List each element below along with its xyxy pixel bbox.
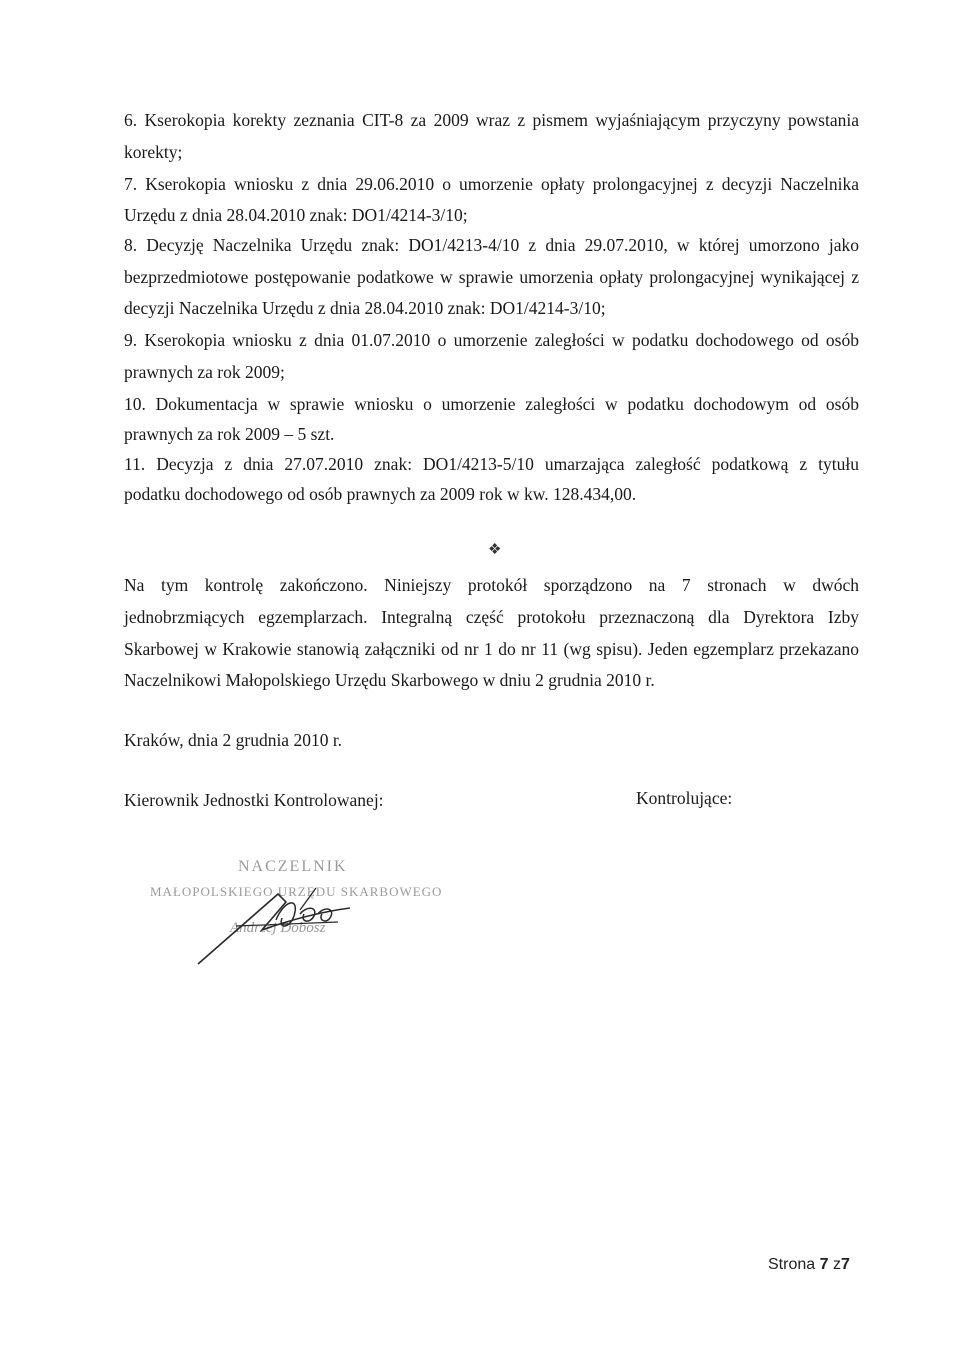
signature-label-left: Kierownik Jednostki Kontrolowanej: xyxy=(124,790,384,810)
closing-paragraph-line-1: Na tym kontrolę zakończono. Niniejszy protokół sporządzono na 7 stronach w dwóch xyxy=(124,575,859,595)
list-item-8-cont2: decyzji Naczelnika Urzędu z dnia 28.04.2010 znak: DO1/4214-3/10; xyxy=(124,298,606,318)
stamp-line-name: Andrzej Dobosz xyxy=(230,920,326,936)
stamp-line-title: NACZELNIK xyxy=(238,858,348,875)
list-item-6: 6. Kserokopia korekty zeznania CIT-8 za 2009 wraz z pismem wyjaśniającym przyczyny powstania xyxy=(124,110,859,130)
list-item-6-cont: korekty; xyxy=(124,142,183,162)
list-item-8: 8. Decyzję Naczelnika Urzędu znak: DO1/4213-4/10 z dnia 29.07.2010, w której umorzono jako xyxy=(124,235,859,255)
stamp-line-office: MAŁOPOLSKIEGO URZĘDU SKARBOWEGO xyxy=(150,884,443,899)
list-item-8-cont: bezprzedmiotowe postępowanie podatkowe w sprawie umorzenia opłaty prolongacyjnej wynikającej z xyxy=(124,267,859,287)
list-item-7: 7. Kserokopia wniosku z dnia 29.06.2010 o umorzenie opłaty prolongacyjnej z decyzji Naczelnika xyxy=(124,174,859,194)
page-number-total: 7 xyxy=(840,1256,850,1273)
closing-paragraph-line-3: Skarbowej w Krakowie stanowią załączniki od nr 1 do nr 11 (wg spisu). Jeden egzemplarz przekazano xyxy=(124,639,859,659)
list-item-9-cont: prawnych za rok 2009; xyxy=(124,362,285,382)
section-separator: ❖ xyxy=(488,542,502,558)
list-item-7-cont: Urzędu z dnia 28.04.2010 znak: DO1/4214-3/10; xyxy=(124,205,468,225)
list-item-11: 11. Decyzja z dnia 27.07.2010 znak: DO1/4213-5/10 umarzająca zaległość podatkową z tytułu xyxy=(124,454,859,474)
place-date: Kraków, dnia 2 grudnia 2010 r. xyxy=(124,730,343,750)
closing-paragraph-line-4: Naczelnikowi Małopolskiego Urzędu Skarbowego w dniu 2 grudnia 2010 r. xyxy=(124,670,655,690)
list-item-10-cont: prawnych za rok 2009 – 5 szt. xyxy=(124,424,335,444)
list-item-10: 10. Dokumentacja w sprawie wniosku o umorzenie zaległości w podatku dochodowym od osób xyxy=(124,394,859,414)
official-stamp xyxy=(150,850,450,980)
list-item-9: 9. Kserokopia wniosku z dnia 01.07.2010 o umorzenie zaległości w podatku dochodowego od osób xyxy=(124,330,859,350)
page-number xyxy=(768,1256,850,1274)
list-item-11-cont: podatku dochodowego od osób prawnych za 2009 rok w kw. 128.434,00. xyxy=(124,484,637,504)
page-number-sep: z xyxy=(832,1256,841,1273)
page-number-current: 7 xyxy=(819,1256,829,1273)
signature-label-right: Kontrolujące: xyxy=(636,788,733,808)
closing-paragraph-line-2: jednobrzmiących egzemplarzach. Integralną część protokołu przeznaczoną dla Dyrektora Izby xyxy=(124,607,859,627)
page-number-prefix: Strona xyxy=(768,1256,816,1273)
handwritten-signature xyxy=(150,850,450,980)
